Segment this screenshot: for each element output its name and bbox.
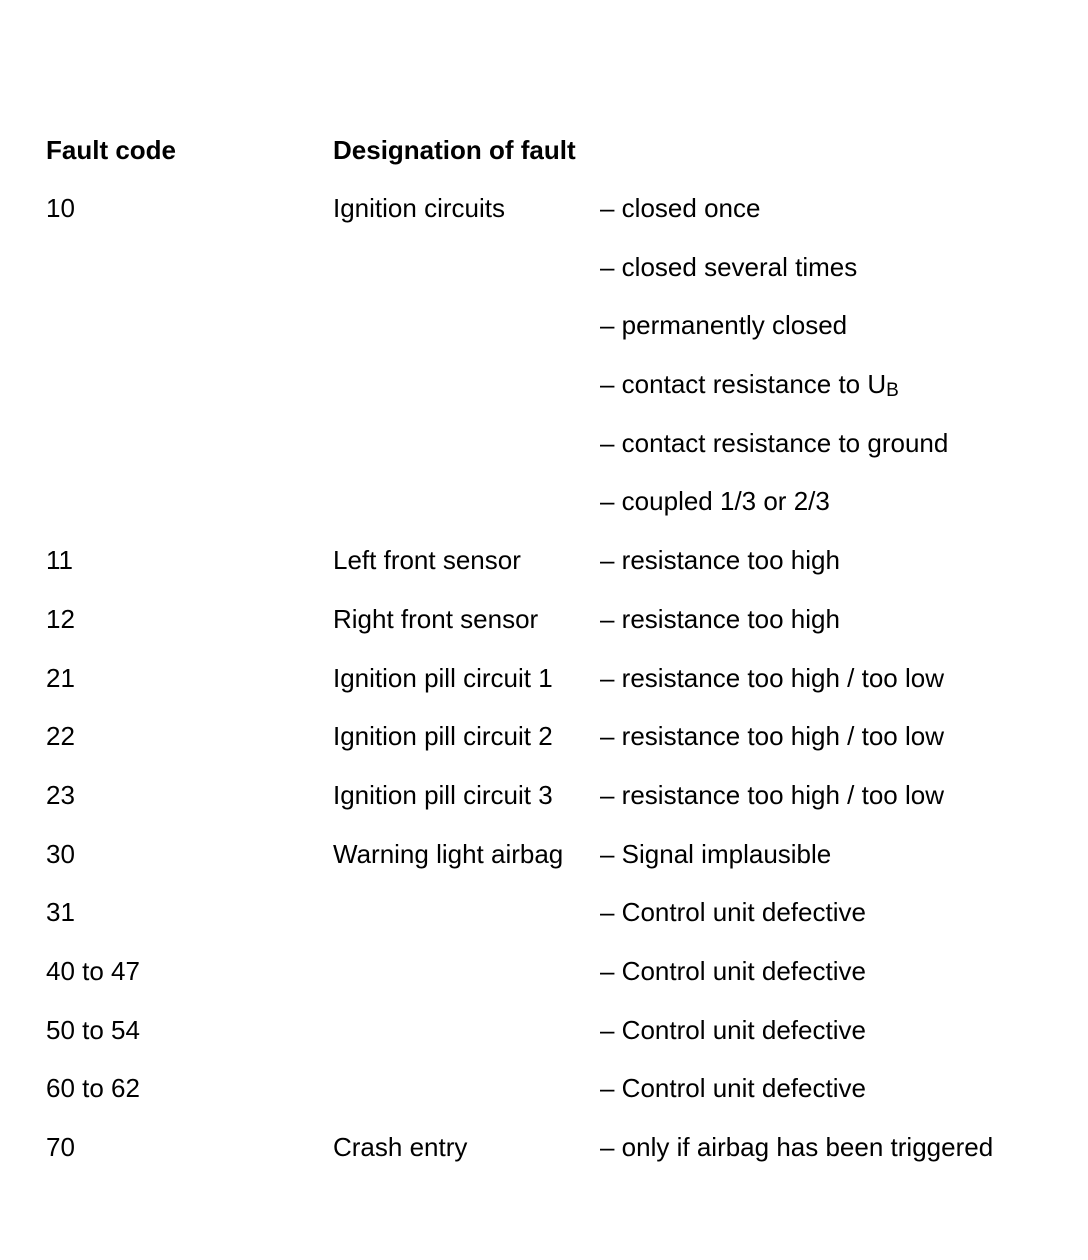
table-row	[0, 660, 1088, 719]
designation-cell: Warning light airbag	[333, 838, 564, 869]
table-row	[0, 1012, 1088, 1071]
fault-detail-cell	[600, 366, 899, 409]
fault-detail-cell	[600, 190, 760, 226]
table-row	[0, 953, 1088, 1012]
fault-code-cell: 21	[46, 662, 75, 693]
designation-cell: Ignition circuits	[333, 193, 505, 223]
fault-code-cell: 22	[46, 721, 75, 752]
header-fault-code: Fault code	[46, 135, 177, 165]
fault-detail-cell	[600, 894, 866, 930]
fault-detail-text: – resistance too high / too low	[600, 779, 944, 810]
fault-detail-cell	[600, 660, 944, 696]
fault-detail-text: – Control unit defective	[600, 1014, 866, 1045]
fault-detail-text: – closed once	[600, 193, 761, 223]
fault-detail-text: – Control unit defective	[600, 1073, 866, 1104]
fault-detail-text: – resistance too high	[600, 603, 840, 634]
fault-detail-text: – contact resistance to ground	[600, 427, 949, 458]
fault-detail-text: – only if airbag has been triggered	[600, 1132, 994, 1162]
fault-code-cell: 50 to 54	[46, 1014, 140, 1045]
table-row	[0, 1070, 1088, 1129]
fault-detail-text: – coupled 1/3 or 2/3	[600, 486, 830, 517]
table-row	[0, 718, 1088, 777]
table-row	[0, 425, 1088, 484]
header-designation: Designation of fault	[333, 135, 576, 165]
fault-detail-text: – permanently closed	[600, 310, 848, 341]
fault-code-cell: 23	[46, 779, 75, 810]
fault-detail-cell	[600, 483, 830, 519]
fault-code-cell: 31	[46, 897, 75, 928]
fault-code-cell: 12	[46, 603, 75, 634]
fault-detail-cell	[600, 1012, 866, 1048]
fault-detail-text: – Signal implausible	[600, 838, 832, 869]
fault-detail-cell	[600, 249, 857, 285]
designation-cell: Ignition pill circuit 2	[333, 721, 553, 752]
fault-detail-text: – closed several times	[600, 251, 858, 282]
fault-code-cell: 70	[46, 1132, 75, 1162]
fault-code-cell: 30	[46, 838, 75, 869]
fault-detail-text: – resistance too high / too low	[600, 662, 944, 693]
fault-detail-cell	[600, 718, 944, 754]
fault-detail-text: – resistance too high / too low	[600, 721, 944, 752]
table-row	[0, 249, 1088, 308]
fault-detail-cell	[600, 1129, 993, 1165]
fault-detail-cell	[600, 307, 847, 343]
fault-detail-cell	[600, 601, 840, 637]
fault-detail-cell	[600, 777, 944, 813]
fault-detail-cell	[600, 953, 866, 989]
fault-code-cell: 10	[46, 193, 75, 223]
table-row	[0, 777, 1088, 836]
designation-cell: Ignition pill circuit 3	[333, 779, 553, 810]
fault-code-table	[0, 190, 1088, 1188]
table-row	[0, 542, 1088, 601]
fault-code-cell: 60 to 62	[46, 1073, 140, 1104]
designation-cell: Left front sensor	[333, 545, 521, 576]
fault-detail-cell	[600, 425, 948, 461]
fault-code-cell: 11	[46, 545, 73, 576]
table-row	[0, 366, 1088, 425]
fault-detail-subscript: B	[886, 380, 899, 402]
table-row	[0, 307, 1088, 366]
designation-cell: Ignition pill circuit 1	[333, 662, 553, 693]
table-row	[0, 190, 1088, 249]
designation-cell: Crash entry	[333, 1132, 468, 1162]
table-row	[0, 601, 1088, 660]
fault-detail-text: – Control unit defective	[600, 897, 866, 928]
table-row	[0, 1129, 1088, 1188]
fault-detail-text: – Control unit defective	[600, 955, 866, 986]
fault-detail-text: – resistance too high	[600, 545, 840, 576]
fault-detail-cell	[600, 836, 831, 872]
fault-detail-cell	[600, 542, 840, 578]
fault-detail-cell	[600, 1070, 866, 1106]
fault-detail-text: – contact resistance to U	[600, 369, 887, 400]
designation-cell: Right front sensor	[333, 603, 539, 634]
fault-code-cell: 40 to 47	[46, 955, 140, 986]
table-row	[0, 836, 1088, 895]
table-header	[0, 132, 1088, 168]
table-row	[0, 483, 1088, 542]
table-row	[0, 894, 1088, 953]
